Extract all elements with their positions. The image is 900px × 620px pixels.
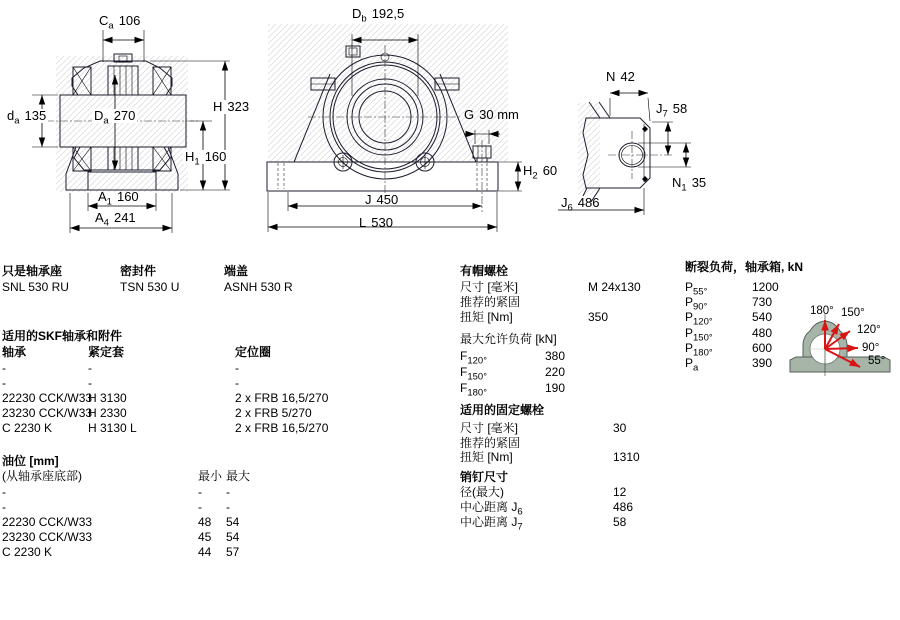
oil-level-subtitle: (从轴承座底部) <box>2 469 82 483</box>
cap-bolts-torque-label-1: 推荐的紧固 <box>460 295 521 309</box>
dim-h1: $H_1$ 160 <box>185 149 227 168</box>
breaking-load-value-150: 480 <box>752 326 773 340</box>
table-cell: 2 x FRB 5/270 <box>235 406 312 420</box>
oil-level-title: 油位 [mm] <box>2 454 59 468</box>
pin-j7-value: 58 <box>613 515 627 529</box>
table-cell: 2 x FRB 16,5/270 <box>235 421 329 435</box>
max-load-value-180: 190 <box>545 381 566 395</box>
dim-n: N 42 <box>606 69 635 84</box>
max-load-label-150: $F_{150^\circ}$ <box>460 365 487 383</box>
table-cell: 44 <box>198 545 212 559</box>
cap-bolts-size-label: 尺寸 [毫米] <box>460 280 519 294</box>
dim-h2: $H_2$ 60 <box>523 163 558 182</box>
table-cell: - <box>226 500 230 514</box>
table-cell: 54 <box>226 530 240 544</box>
breaking-load-value-55: 1200 <box>752 280 779 294</box>
pin-dia-value: 12 <box>613 485 627 499</box>
max-load-title: 最大允许负荷 [kN] <box>460 332 557 346</box>
dim-a1: $A_1$ 160 <box>98 189 139 208</box>
max-load-value-150: 220 <box>545 365 566 379</box>
table-cell: 23230 CCK/W33 <box>2 406 93 420</box>
table-cell: 57 <box>226 545 240 559</box>
table-cell: - <box>2 500 6 514</box>
angle-label-180: 180° <box>810 305 834 317</box>
designation-header-housing: 只是轴承座 <box>2 264 63 278</box>
table-cell: - <box>235 361 239 375</box>
breaking-load-value-180: 600 <box>752 341 773 355</box>
table-cell: 54 <box>226 515 240 529</box>
angle-label-55: 55° <box>868 355 886 367</box>
table-cell: - <box>2 485 6 499</box>
breaking-load-label-150: $P_{150^\circ}$ <box>685 326 713 344</box>
designation-housing: SNL 530 RU <box>2 280 69 294</box>
table-cell: - <box>226 485 230 499</box>
table-cell: C 2230 K <box>2 545 53 559</box>
table-cell: 22230 CCK/W33 <box>2 391 93 405</box>
dim-j: J 450 <box>365 192 399 207</box>
table-cell: 22230 CCK/W33 <box>2 515 93 529</box>
angle-label-120: 120° <box>857 324 881 336</box>
attachment-bolts-size-label: 尺寸 [毫米] <box>460 421 519 435</box>
dim-a4: $A_4$ 241 <box>95 210 136 229</box>
pin-j6-label: 中心距离 $J_6$ <box>460 500 523 518</box>
angle-label-150: 150° <box>841 307 865 319</box>
designation-endcover: ASNH 530 R <box>224 280 293 294</box>
max-load-label-120: $F_{120^\circ}$ <box>460 349 487 367</box>
designation-header-endcover: 端盖 <box>224 264 249 278</box>
table-cell: 48 <box>198 515 212 529</box>
cap-bolts-torque-label-2: 扭矩 [Nm] <box>460 310 513 324</box>
breaking-load-label-90: $P_{90^\circ}$ <box>685 295 708 313</box>
designation-seal: TSN 530 U <box>120 280 180 294</box>
breaking-load-label-55: $P_{55^\circ}$ <box>685 280 708 298</box>
table-cell: - <box>198 485 202 499</box>
attachment-bolts-size-value: 30 <box>613 421 627 435</box>
attachment-bolts-title: 适用的固定螺栓 <box>460 403 545 417</box>
attachment-bolts-torque-value: 1310 <box>613 450 640 464</box>
breaking-load-value-axial: 390 <box>752 356 773 370</box>
dim-j7: $J_7$ 58 <box>656 101 688 120</box>
pin-j7-label: 中心距离 $J_7$ <box>460 515 523 533</box>
dim-da: $d_a$ 135 <box>7 108 47 127</box>
hatch-background <box>578 103 600 195</box>
pin-j6-value: 486 <box>613 500 634 514</box>
dim-ca: $C_a$ 106 <box>99 13 141 32</box>
oil-col-max: 最大 <box>226 469 251 483</box>
skf-col-sleeve: 紧定套 <box>88 345 125 359</box>
max-load-label-180: $F_{180^\circ}$ <box>460 381 487 399</box>
dim-j6: $J_6$ 486 <box>561 195 600 214</box>
cap-bolts-size-value: M 24x130 <box>588 280 641 294</box>
skf-col-ring: 定位圈 <box>235 345 272 359</box>
table-cell: - <box>2 361 6 375</box>
dim-h: H 323 <box>213 99 250 114</box>
table-cell: H 3130 <box>88 391 127 405</box>
table-cell: 45 <box>198 530 212 544</box>
angle-label-90: 90° <box>862 342 880 354</box>
dim-l: L 530 <box>359 215 393 230</box>
breaking-load-label-axial: $P_a$ <box>685 356 699 374</box>
table-cell: 23230 CCK/W33 <box>2 530 93 544</box>
table-cell: - <box>235 376 239 390</box>
dim-Da: $D_a$ 270 <box>94 108 136 127</box>
dim-g: G 30 mm <box>464 107 519 122</box>
hatch-background <box>268 24 508 162</box>
table-cell: - <box>198 500 202 514</box>
breaking-load-value-90: 730 <box>752 295 773 309</box>
table-cell: C 2230 K <box>2 421 53 435</box>
skf-col-bearing: 轴承 <box>2 345 27 359</box>
cap-bolts-torque-value: 350 <box>588 310 609 324</box>
breaking-load-label-120: $P_{120^\circ}$ <box>685 310 713 328</box>
dim-db: $D_b$ 192,5 <box>352 6 405 25</box>
table-cell: 2 x FRB 16,5/270 <box>235 391 329 405</box>
attachment-bolts-torque-label-1: 推荐的紧固 <box>460 436 521 450</box>
table-cell: - <box>88 361 92 375</box>
table-cell: H 2330 <box>88 406 127 420</box>
pin-dims-title: 销钉尺寸 <box>460 470 509 484</box>
attachment-bolts-torque-label-2: 扭矩 [Nm] <box>460 450 513 464</box>
table-cell: H 3130 L <box>88 421 137 435</box>
table-cell: - <box>2 376 6 390</box>
breaking-loads-title: 断裂负荷，轴承箱, kN <box>685 260 804 274</box>
skf-parts-title: 适用的SKF轴承和附件 <box>2 329 123 343</box>
table-cell: - <box>88 376 92 390</box>
oil-col-min: 最小 <box>198 469 223 483</box>
dim-n1: $N_1$ 35 <box>672 175 707 194</box>
pin-dia-label: 径(最大) <box>460 485 504 499</box>
breaking-load-label-180: $P_{180^\circ}$ <box>685 341 713 359</box>
breaking-load-value-120: 540 <box>752 310 773 324</box>
designation-header-seal: 密封件 <box>120 264 157 278</box>
cap-bolts-title: 有帽螺栓 <box>460 264 509 278</box>
max-load-value-120: 380 <box>545 349 566 363</box>
